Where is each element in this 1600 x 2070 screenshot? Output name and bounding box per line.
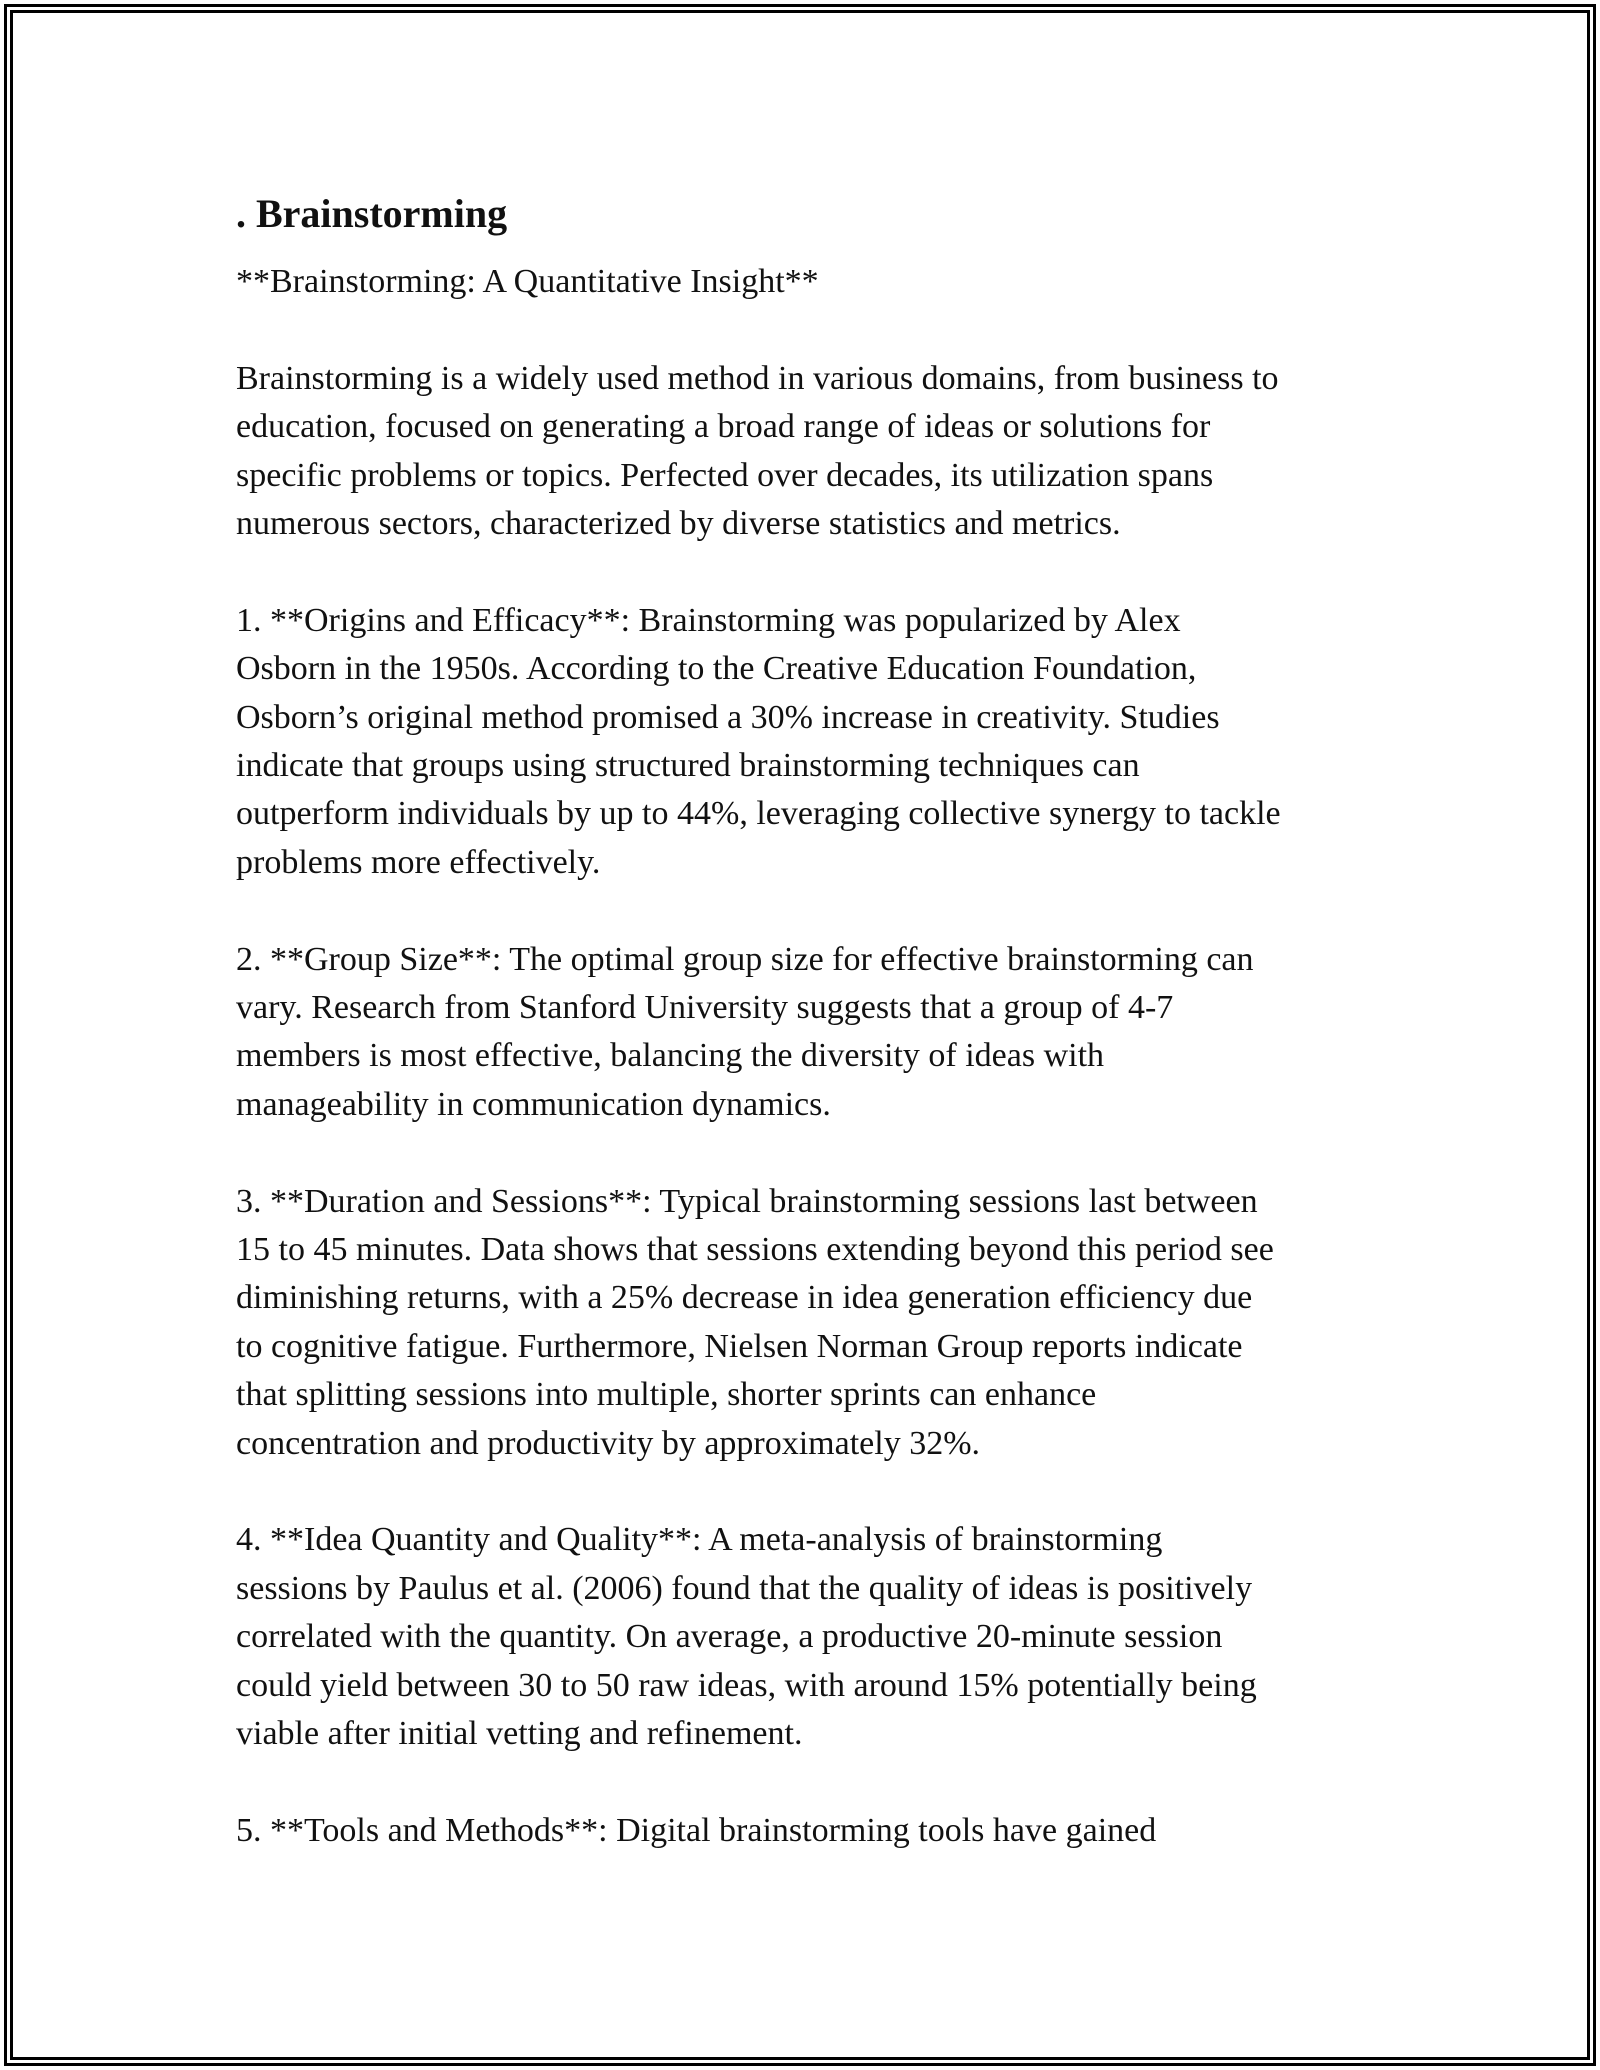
text-line: 2. **Group Size**: The optimal group size for effective brainstorming can (236, 940, 1254, 978)
body-paragraph (236, 1516, 1396, 1758)
text-line: viable after initial vetting and refinement. (236, 1715, 803, 1753)
document-body (236, 182, 1396, 1904)
body-paragraph (236, 597, 1396, 887)
section-heading: . Brainstorming (236, 191, 508, 236)
body-paragraph (236, 936, 1396, 1130)
text-line: Osborn’s original method promised a 30% increase in creativity. Studies (236, 698, 1220, 736)
text-line: **Brainstorming: A Quantitative Insight** (236, 263, 819, 300)
text-line: concentration and productivity by approximately 32%. (236, 1424, 981, 1462)
text-line: to cognitive fatigue. Furthermore, Nielsen Norman Group reports indicate (236, 1327, 1243, 1365)
text-line: 4. **Idea Quantity and Quality**: A meta-analysis of brainstorming (236, 1521, 1163, 1559)
text-line: 15 to 45 minutes. Data shows that sessions extending beyond this period see (236, 1231, 1274, 1269)
paragraph-list (236, 258, 1396, 1855)
text-line: 1. **Origins and Efficacy**: Brainstorming was popularized by Alex (236, 601, 1181, 639)
text-line: indicate that groups using structured brainstorming techniques can (236, 747, 1140, 785)
text-line: sessions by Paulus et al. (2006) found that the quality of ideas is positively (236, 1569, 1253, 1607)
subtitle-paragraph (236, 258, 1396, 306)
body-paragraph (236, 1178, 1396, 1468)
text-line: vary. Research from Stanford University suggests that a group of 4-7 (236, 989, 1174, 1027)
text-line: specific problems or topics. Perfected over decades, its utilization spans (236, 456, 1214, 494)
text-line: outperform individuals by up to 44%, leveraging collective synergy to tackle (236, 795, 1281, 833)
text-line: 5. **Tools and Methods**: Digital brainstorming tools have gained (236, 1811, 1157, 1849)
text-line: diminishing returns, with a 25% decrease in idea generation efficiency due (236, 1279, 1253, 1317)
text-line: numerous sectors, characterized by diverse statistics and metrics. (236, 505, 1121, 543)
text-line: Osborn in the 1950s. According to the Creative Education Foundation, (236, 650, 1197, 688)
text-line: problems more effectively. (236, 843, 601, 881)
text-line: Brainstorming is a widely used method in various domains, from business to (236, 359, 1279, 397)
body-paragraph (236, 355, 1396, 549)
text-line: members is most effective, balancing the diversity of ideas with (236, 1037, 1105, 1075)
text-line: that splitting sessions into multiple, shorter sprints can enhance (236, 1376, 1097, 1414)
text-line: manageability in communication dynamics. (236, 1085, 831, 1123)
text-line: could yield between 30 to 50 raw ideas, with around 15% potentially being (236, 1666, 1257, 1704)
body-paragraph (236, 1807, 1396, 1855)
text-line: correlated with the quantity. On average, a productive 20-minute session (236, 1618, 1223, 1656)
text-line: education, focused on generating a broad range of ideas or solutions for (236, 408, 1211, 446)
text-line: 3. **Duration and Sessions**: Typical brainstorming sessions last between (236, 1182, 1258, 1220)
